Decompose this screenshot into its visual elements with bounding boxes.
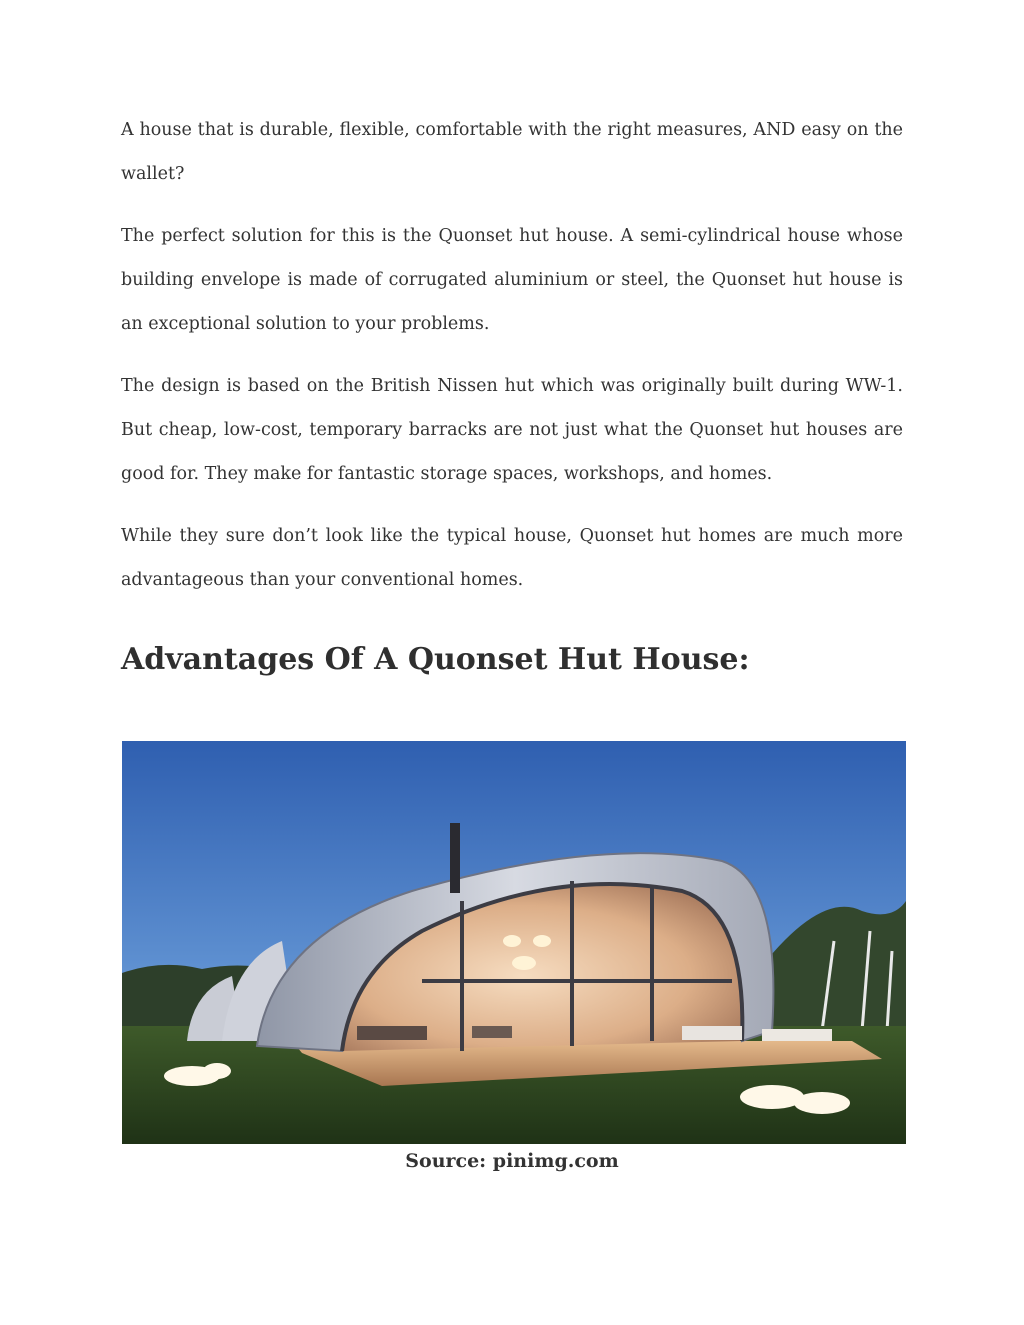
quonset-house-photo xyxy=(122,741,906,1144)
article-body xyxy=(121,108,903,690)
paragraph-advantages-intro: While they sure don’t look like the typical house, Quonset hut homes are much more advantageous than your conventional homes. xyxy=(121,526,903,590)
section-heading: Advantages Of A Quonset Hut House: xyxy=(121,642,750,677)
paragraph-solution: The perfect solution for this is the Quonset hut house. A semi-cylindrical house whose building envelope is made of corrugated aluminium or steel, the Quonset hut house is an exceptional solution to your problems. xyxy=(121,226,903,334)
image-caption: Source: pinimg.com xyxy=(405,1150,619,1172)
paragraph-history: The design is based on the British Nissen hut which was originally built during WW-1. But cheap, low-cost, temporary barracks are not just what the Quonset hut houses are good for. They make for fantastic storage spaces, workshops, and homes. xyxy=(121,376,903,484)
paragraph-intro: A house that is durable, flexible, comfortable with the right measures, AND easy on the wallet? xyxy=(121,120,903,184)
